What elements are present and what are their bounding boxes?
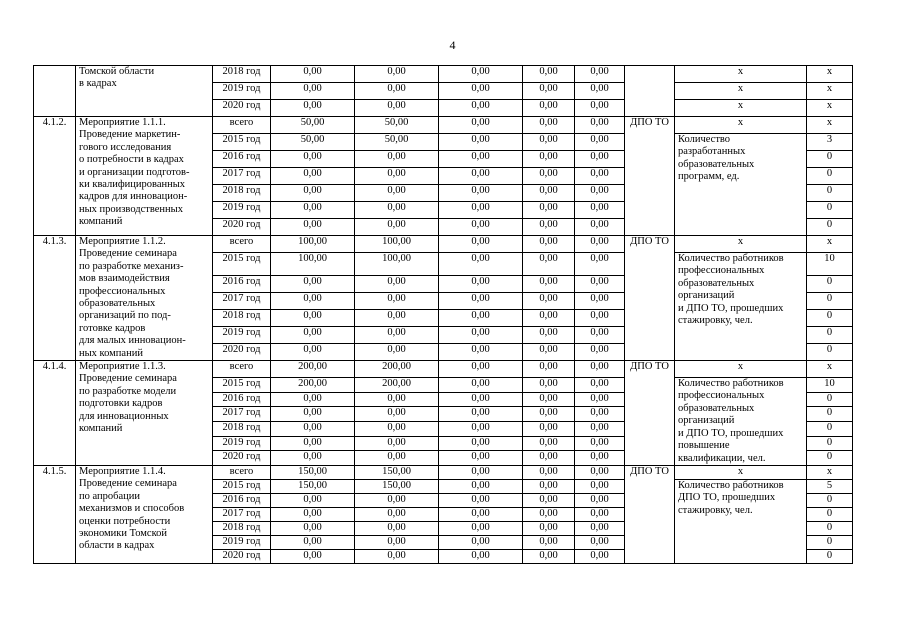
value-cell-3: 0,00 [439, 521, 523, 535]
value-cell-5: 0,00 [575, 378, 625, 393]
value-cell-4: 0,00 [523, 219, 575, 236]
value-cell-1: 0,00 [271, 549, 355, 563]
value-cell-4: 0,00 [523, 134, 575, 151]
value-cell-1: 0,00 [271, 392, 355, 407]
value-cell-2: 0,00 [355, 66, 439, 83]
year-cell: 2017 год [213, 507, 271, 521]
value-cell-1: 0,00 [271, 310, 355, 327]
table-row [34, 66, 853, 83]
indicator-value-cell: 0 [807, 293, 853, 310]
value-cell-3: 0,00 [439, 421, 523, 436]
value-cell-3: 0,00 [439, 151, 523, 168]
indicator-value-cell: 0 [807, 451, 853, 466]
year-cell: всего [213, 117, 271, 134]
indicator-cell: Количество работников ДПО ТО, прошедших стажировку, чел. [675, 479, 807, 563]
value-cell-4: 0,00 [523, 83, 575, 100]
value-cell-5: 0,00 [575, 100, 625, 117]
value-cell-2: 0,00 [355, 83, 439, 100]
value-cell-4: 0,00 [523, 407, 575, 422]
value-cell-2: 150,00 [355, 465, 439, 479]
indicator-value-cell: 0 [807, 493, 853, 507]
value-cell-3: 0,00 [439, 327, 523, 344]
value-cell-4: 0,00 [523, 535, 575, 549]
value-cell-5: 0,00 [575, 276, 625, 293]
value-cell-2: 0,00 [355, 451, 439, 466]
value-cell-5: 0,00 [575, 521, 625, 535]
indicator-value-cell: х [807, 117, 853, 134]
item-number: 4.1.3. [34, 236, 76, 361]
value-cell-4: 0,00 [523, 168, 575, 185]
value-cell-2: 0,00 [355, 219, 439, 236]
table-row [34, 117, 853, 134]
value-cell-1: 0,00 [271, 276, 355, 293]
indicator-cell: Количество работников профессиональных образовательных организаций и ДПО ТО, прошедших стажировку, чел. [675, 253, 807, 361]
value-cell-3: 0,00 [439, 407, 523, 422]
indicator-value-cell: х [807, 83, 853, 100]
value-cell-1: 0,00 [271, 493, 355, 507]
indicator-value-cell: 0 [807, 310, 853, 327]
value-cell-1: 50,00 [271, 117, 355, 134]
value-cell-3: 0,00 [439, 66, 523, 83]
year-cell: 2016 год [213, 392, 271, 407]
value-cell-3: 0,00 [439, 253, 523, 276]
value-cell-2: 0,00 [355, 327, 439, 344]
value-cell-3: 0,00 [439, 479, 523, 493]
value-cell-5: 0,00 [575, 253, 625, 276]
value-cell-5: 0,00 [575, 344, 625, 361]
value-cell-2: 0,00 [355, 276, 439, 293]
value-cell-5: 0,00 [575, 436, 625, 451]
year-cell: 2020 год [213, 549, 271, 563]
indicator-x-cell: х [675, 361, 807, 378]
value-cell-2: 150,00 [355, 479, 439, 493]
value-cell-2: 0,00 [355, 549, 439, 563]
indicator-value-cell: 0 [807, 219, 853, 236]
indicator-value-cell: х [807, 100, 853, 117]
value-cell-2: 0,00 [355, 535, 439, 549]
item-description: Мероприятие 1.1.4. Проведение семинара по апробации механизмов и способов оценки потребности экономики Томской области в кадрах [76, 465, 213, 563]
indicator-value-cell: 0 [807, 276, 853, 293]
item-number: 4.1.2. [34, 117, 76, 236]
value-cell-4: 0,00 [523, 507, 575, 521]
year-cell: 2017 год [213, 168, 271, 185]
value-cell-2: 50,00 [355, 134, 439, 151]
value-cell-1: 0,00 [271, 151, 355, 168]
indicator-value-cell: х [807, 66, 853, 83]
value-cell-1: 200,00 [271, 378, 355, 393]
executor-cell: ДПО ТО [625, 465, 675, 563]
value-cell-4: 0,00 [523, 451, 575, 466]
value-cell-5: 0,00 [575, 185, 625, 202]
item-description: Мероприятие 1.1.1. Проведение маркетин- гового исследования о потребности в кадрах и организации подготов- ки квалифицированных кадров для инновацион- ных производственных компаний [76, 117, 213, 236]
value-cell-1: 150,00 [271, 465, 355, 479]
year-cell: 2018 год [213, 185, 271, 202]
item-number [34, 66, 76, 117]
year-cell: 2015 год [213, 253, 271, 276]
indicator-value-cell: х [807, 236, 853, 253]
table-row [34, 465, 853, 479]
value-cell-2: 200,00 [355, 361, 439, 378]
value-cell-5: 0,00 [575, 293, 625, 310]
value-cell-2: 0,00 [355, 344, 439, 361]
value-cell-3: 0,00 [439, 535, 523, 549]
indicator-x-cell: х [675, 117, 807, 134]
year-cell: 2020 год [213, 100, 271, 117]
value-cell-1: 0,00 [271, 507, 355, 521]
year-cell: 2019 год [213, 535, 271, 549]
value-cell-2: 0,00 [355, 421, 439, 436]
year-cell: 2017 год [213, 293, 271, 310]
value-cell-2: 0,00 [355, 293, 439, 310]
value-cell-2: 0,00 [355, 185, 439, 202]
value-cell-5: 0,00 [575, 507, 625, 521]
year-cell: 2018 год [213, 521, 271, 535]
indicator-value-cell: 3 [807, 134, 853, 151]
value-cell-4: 0,00 [523, 253, 575, 276]
value-cell-2: 100,00 [355, 236, 439, 253]
value-cell-5: 0,00 [575, 535, 625, 549]
value-cell-4: 0,00 [523, 276, 575, 293]
value-cell-4: 0,00 [523, 378, 575, 393]
value-cell-3: 0,00 [439, 451, 523, 466]
value-cell-3: 0,00 [439, 436, 523, 451]
value-cell-2: 100,00 [355, 253, 439, 276]
value-cell-5: 0,00 [575, 134, 625, 151]
value-cell-2: 0,00 [355, 507, 439, 521]
value-cell-1: 150,00 [271, 479, 355, 493]
value-cell-3: 0,00 [439, 83, 523, 100]
indicator-value-cell: 0 [807, 521, 853, 535]
value-cell-1: 0,00 [271, 451, 355, 466]
value-cell-1: 0,00 [271, 421, 355, 436]
value-cell-2: 0,00 [355, 168, 439, 185]
year-cell: всего [213, 236, 271, 253]
value-cell-4: 0,00 [523, 521, 575, 535]
year-cell: 2018 год [213, 421, 271, 436]
value-cell-5: 0,00 [575, 549, 625, 563]
year-cell: 2019 год [213, 202, 271, 219]
value-cell-3: 0,00 [439, 185, 523, 202]
value-cell-5: 0,00 [575, 219, 625, 236]
executor-cell [625, 66, 675, 117]
year-cell: 2015 год [213, 479, 271, 493]
indicator-value-cell: 0 [807, 407, 853, 422]
value-cell-2: 0,00 [355, 493, 439, 507]
value-cell-3: 0,00 [439, 276, 523, 293]
value-cell-5: 0,00 [575, 421, 625, 436]
value-cell-1: 0,00 [271, 436, 355, 451]
value-cell-1: 0,00 [271, 407, 355, 422]
value-cell-5: 0,00 [575, 465, 625, 479]
value-cell-2: 0,00 [355, 407, 439, 422]
value-cell-2: 0,00 [355, 151, 439, 168]
indicator-value-cell: х [807, 361, 853, 378]
value-cell-5: 0,00 [575, 236, 625, 253]
value-cell-1: 100,00 [271, 253, 355, 276]
year-cell: 2020 год [213, 344, 271, 361]
indicator-value-cell: 0 [807, 202, 853, 219]
value-cell-5: 0,00 [575, 327, 625, 344]
value-cell-2: 200,00 [355, 378, 439, 393]
value-cell-5: 0,00 [575, 168, 625, 185]
value-cell-3: 0,00 [439, 202, 523, 219]
item-description: Мероприятие 1.1.2. Проведение семинара по разработке механиз- мов взаимодействия профессиональных образовательных организаций по под- готовке кадров для малых инновацион- ных компаний [76, 236, 213, 361]
value-cell-5: 0,00 [575, 407, 625, 422]
year-cell: 2020 год [213, 219, 271, 236]
value-cell-5: 0,00 [575, 392, 625, 407]
indicator-value-cell: 0 [807, 436, 853, 451]
indicator-value-cell: 10 [807, 253, 853, 276]
year-cell: 2015 год [213, 378, 271, 393]
value-cell-5: 0,00 [575, 310, 625, 327]
value-cell-4: 0,00 [523, 327, 575, 344]
executor-cell: ДПО ТО [625, 236, 675, 361]
year-cell: 2020 год [213, 451, 271, 466]
year-cell: 2019 год [213, 327, 271, 344]
value-cell-1: 0,00 [271, 168, 355, 185]
indicator-value-cell: 10 [807, 378, 853, 393]
indicator-value-cell: х [807, 465, 853, 479]
indicator-x-cell: х [675, 465, 807, 479]
value-cell-4: 0,00 [523, 465, 575, 479]
program-table [33, 65, 853, 564]
value-cell-3: 0,00 [439, 507, 523, 521]
value-cell-5: 0,00 [575, 66, 625, 83]
value-cell-3: 0,00 [439, 100, 523, 117]
value-cell-2: 0,00 [355, 202, 439, 219]
table-row [34, 361, 853, 378]
item-number: 4.1.5. [34, 465, 76, 563]
value-cell-2: 0,00 [355, 392, 439, 407]
value-cell-3: 0,00 [439, 344, 523, 361]
value-cell-3: 0,00 [439, 465, 523, 479]
value-cell-3: 0,00 [439, 236, 523, 253]
indicator-value-cell: 5 [807, 479, 853, 493]
value-cell-1: 100,00 [271, 236, 355, 253]
indicator-value-cell: 0 [807, 535, 853, 549]
value-cell-4: 0,00 [523, 479, 575, 493]
year-cell: всего [213, 361, 271, 378]
value-cell-3: 0,00 [439, 310, 523, 327]
indicator-value-cell: 0 [807, 421, 853, 436]
year-cell: 2017 год [213, 407, 271, 422]
value-cell-5: 0,00 [575, 117, 625, 134]
value-cell-1: 0,00 [271, 100, 355, 117]
year-cell: 2016 год [213, 151, 271, 168]
value-cell-5: 0,00 [575, 493, 625, 507]
value-cell-4: 0,00 [523, 293, 575, 310]
value-cell-1: 0,00 [271, 293, 355, 310]
value-cell-4: 0,00 [523, 185, 575, 202]
indicator-x-cell: х [675, 236, 807, 253]
indicator-cell: х [675, 100, 807, 117]
value-cell-4: 0,00 [523, 549, 575, 563]
value-cell-4: 0,00 [523, 361, 575, 378]
indicator-value-cell: 0 [807, 151, 853, 168]
value-cell-3: 0,00 [439, 219, 523, 236]
year-cell: 2018 год [213, 310, 271, 327]
executor-cell: ДПО ТО [625, 117, 675, 236]
year-cell: всего [213, 465, 271, 479]
value-cell-4: 0,00 [523, 117, 575, 134]
value-cell-3: 0,00 [439, 168, 523, 185]
value-cell-1: 50,00 [271, 134, 355, 151]
year-cell: 2016 год [213, 276, 271, 293]
value-cell-3: 0,00 [439, 378, 523, 393]
value-cell-3: 0,00 [439, 361, 523, 378]
value-cell-4: 0,00 [523, 202, 575, 219]
item-description: Мероприятие 1.1.3. Проведение семинара по разработке модели подготовки кадров для инновационных компаний [76, 361, 213, 466]
year-cell: 2019 год [213, 436, 271, 451]
value-cell-5: 0,00 [575, 202, 625, 219]
indicator-cell: Количество работников профессиональных образовательных организаций и ДПО ТО, прошедших повышение квалификации, чел. [675, 378, 807, 466]
indicator-value-cell: 0 [807, 549, 853, 563]
indicator-value-cell: 0 [807, 344, 853, 361]
value-cell-5: 0,00 [575, 479, 625, 493]
value-cell-2: 0,00 [355, 521, 439, 535]
value-cell-4: 0,00 [523, 344, 575, 361]
indicator-cell: х [675, 83, 807, 100]
value-cell-5: 0,00 [575, 361, 625, 378]
value-cell-5: 0,00 [575, 83, 625, 100]
value-cell-4: 0,00 [523, 66, 575, 83]
value-cell-3: 0,00 [439, 549, 523, 563]
value-cell-1: 0,00 [271, 66, 355, 83]
value-cell-2: 50,00 [355, 117, 439, 134]
value-cell-4: 0,00 [523, 392, 575, 407]
value-cell-1: 0,00 [271, 83, 355, 100]
value-cell-1: 0,00 [271, 185, 355, 202]
value-cell-1: 0,00 [271, 219, 355, 236]
indicator-cell: Количество разработанных образовательных программ, ед. [675, 134, 807, 236]
value-cell-3: 0,00 [439, 134, 523, 151]
table-body [34, 66, 853, 564]
value-cell-4: 0,00 [523, 151, 575, 168]
value-cell-4: 0,00 [523, 436, 575, 451]
value-cell-3: 0,00 [439, 493, 523, 507]
indicator-value-cell: 0 [807, 507, 853, 521]
value-cell-3: 0,00 [439, 392, 523, 407]
value-cell-1: 0,00 [271, 327, 355, 344]
page-number: 4 [449, 38, 456, 52]
value-cell-2: 0,00 [355, 310, 439, 327]
value-cell-4: 0,00 [523, 310, 575, 327]
value-cell-1: 0,00 [271, 344, 355, 361]
table-row [34, 236, 853, 253]
value-cell-2: 0,00 [355, 100, 439, 117]
indicator-cell: х [675, 66, 807, 83]
value-cell-1: 0,00 [271, 535, 355, 549]
value-cell-3: 0,00 [439, 117, 523, 134]
indicator-value-cell: 0 [807, 392, 853, 407]
year-cell: 2015 год [213, 134, 271, 151]
value-cell-4: 0,00 [523, 236, 575, 253]
value-cell-4: 0,00 [523, 100, 575, 117]
year-cell: 2016 год [213, 493, 271, 507]
value-cell-4: 0,00 [523, 421, 575, 436]
value-cell-2: 0,00 [355, 436, 439, 451]
value-cell-5: 0,00 [575, 151, 625, 168]
item-number: 4.1.4. [34, 361, 76, 466]
executor-cell: ДПО ТО [625, 361, 675, 466]
value-cell-1: 0,00 [271, 202, 355, 219]
value-cell-1: 0,00 [271, 521, 355, 535]
value-cell-1: 200,00 [271, 361, 355, 378]
value-cell-4: 0,00 [523, 493, 575, 507]
value-cell-5: 0,00 [575, 451, 625, 466]
item-description: Томской области в кадрах [76, 66, 213, 117]
indicator-value-cell: 0 [807, 327, 853, 344]
indicator-value-cell: 0 [807, 168, 853, 185]
indicator-value-cell: 0 [807, 185, 853, 202]
year-cell: 2019 год [213, 83, 271, 100]
value-cell-3: 0,00 [439, 293, 523, 310]
year-cell: 2018 год [213, 66, 271, 83]
